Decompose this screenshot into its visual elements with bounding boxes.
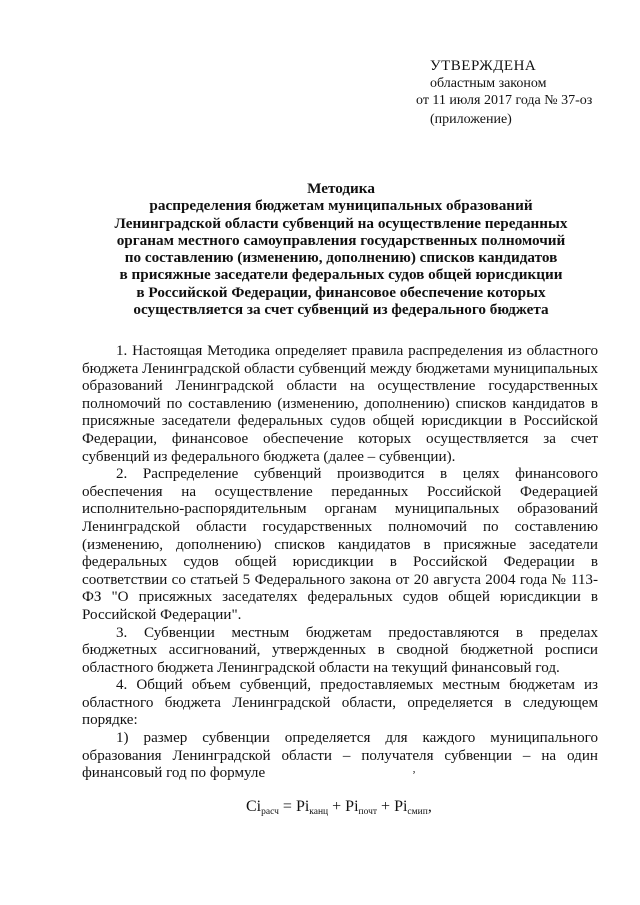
title-main: Методика xyxy=(307,180,375,197)
formula-term-1: Pi xyxy=(295,798,310,815)
formula-lhs: Сi xyxy=(246,798,262,815)
paragraph-1: 1. Настоящая Методика определяет правила распределения из областного бюджета Ленинградской области субвенций между бюджетами муниципальных образований Ленинградской области на осуществление государственных полномочий по составлению (изменению, дополнению) списков кандидатов в присяжные заседатели федеральных судов общей юрисдикции в Российской Федерации, финансовое обеспечение которых осуществляется за счет субвенций из федерального бюджета (далее – субвенции). xyxy=(82,343,598,465)
title-line: осуществляется за счет субвенций из федерального бюджета xyxy=(133,301,549,319)
paragraph-3: 3. Субвенции местным бюджетам предоставляются в пределах бюджетных ассигнований, утвержденных в сводной бюджетной росписи областного бюджета Ленинградской области на текущий финансовый год. xyxy=(82,624,598,676)
formula xyxy=(246,797,546,822)
title-line: по составлению (изменению, дополнению) списков кандидатов xyxy=(124,249,558,267)
approval-appendix: (приложение) xyxy=(430,112,512,127)
formula-plus-1: + xyxy=(328,798,346,815)
title-line: распределения бюджетам муниципальных образований xyxy=(149,197,533,215)
stray-mark: ʼ xyxy=(412,768,416,782)
formula-lhs-sub: расч xyxy=(261,807,279,817)
title-line: в Российской Федерации, финансовое обеспечение которых xyxy=(136,283,546,301)
document-body xyxy=(82,343,598,783)
approval-title: УТВЕРЖДЕНА xyxy=(430,58,537,74)
title-line: органам местного самоуправления государственных полномочий xyxy=(116,231,566,249)
formula-plus-2: + xyxy=(377,798,395,815)
formula-term-3-sub: смип xyxy=(407,807,428,817)
paragraph-4-1: 1) размер субвенции определяется для каждого муниципального образования Ленинградской области – получателя субвенции – на один финансовый год по формуле xyxy=(82,730,598,782)
formula-term-2: Pi xyxy=(345,798,359,815)
paragraph-2: 2. Распределение субвенций производится в целях финансового обеспечения на осуществление переданных Российской Федерацией исполнительно-распорядительным органам муниципальных образований Ленинградской области государственных полномочий по составлению (изменению, дополнению) списков кандидатов в присяжные заседатели федеральных судов общей юрисдикции в Российской Федерации в соответствии со статьей 5 Федерального закона от 20 августа 2004 года № 113-ФЗ "О присяжных заседателях федеральных судов общей юрисдикции в Российской Федерации". xyxy=(82,466,598,623)
title-line: Ленинградской области субвенций на осуществление переданных xyxy=(114,214,568,232)
document-title xyxy=(96,180,586,318)
approval-law-date: от 11 июля 2017 года № 37-оз xyxy=(416,93,593,108)
paragraph-4: 4. Общий объем субвенций, предоставляемых местным бюджетам из областного бюджета Ленинградской области, определяется в следующем порядке: xyxy=(82,677,598,729)
formula-eq: = xyxy=(278,798,296,815)
formula-term-2-sub: почт xyxy=(358,807,378,817)
formula-end: , xyxy=(427,798,432,815)
approval-stamp xyxy=(416,58,616,128)
formula-term-1-sub: канц xyxy=(309,807,329,817)
title-line: в присяжные заседатели федеральных судов общей юрисдикции xyxy=(119,266,563,284)
approval-law-label: областным законом xyxy=(430,76,547,91)
formula-term-3: Pi xyxy=(394,798,408,815)
